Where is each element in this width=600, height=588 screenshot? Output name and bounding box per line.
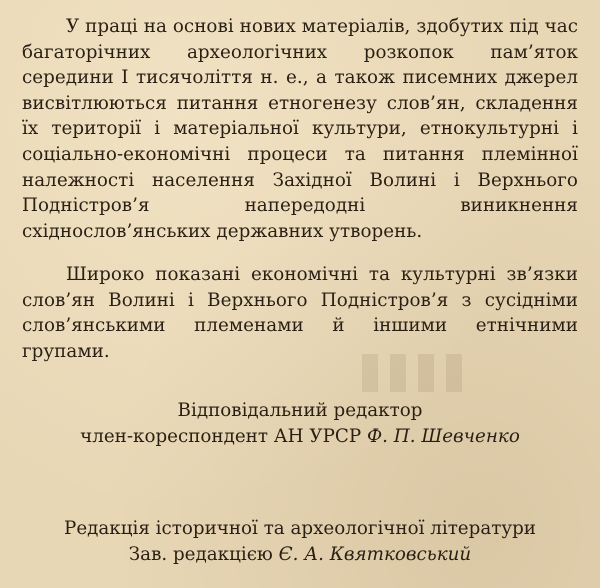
redaction-block <box>0 516 600 568</box>
editor-role: Відповідальний редактор <box>177 400 423 421</box>
annotation-text-1: У праці на основі нових матеріалів, здобутих під час багаторічних археологічних розкопок пам’яток середини I тисячоліття н. е., а також писемних джерел висвітлюються питання етногенезу слов’ян, складення їх території і матеріальної культури, етнокультурні і соціально-економічні процеси та питання племінної належності населення Західної Волині і Верхнього Подністров’я напередодні виникнення східнослов’янських державних утворень. <box>22 16 578 242</box>
annotation-paragraph-2 <box>22 262 578 364</box>
redaction-head-title: Зав. редакцією <box>128 544 273 565</box>
redaction-department: Редакція історичної та археологічної літератури <box>64 518 536 539</box>
annotation-text-2: Широко показані економічні та культурні зв’язки слов’ян Волині і Верхнього Подністров’я з сусідніми слов’янськими племенами й іншими етнічними групами. <box>22 264 578 362</box>
annotation-paragraph-1 <box>22 14 578 244</box>
responsible-editor-block <box>0 398 600 450</box>
redaction-head-name: Є. А. Квятковський <box>278 544 472 565</box>
editor-name: Ф. П. Шевченко <box>367 426 520 447</box>
redaction-head-line <box>0 542 600 568</box>
editor-title: член-кореспондент АН УРСР <box>80 426 362 447</box>
editor-line <box>0 424 600 450</box>
